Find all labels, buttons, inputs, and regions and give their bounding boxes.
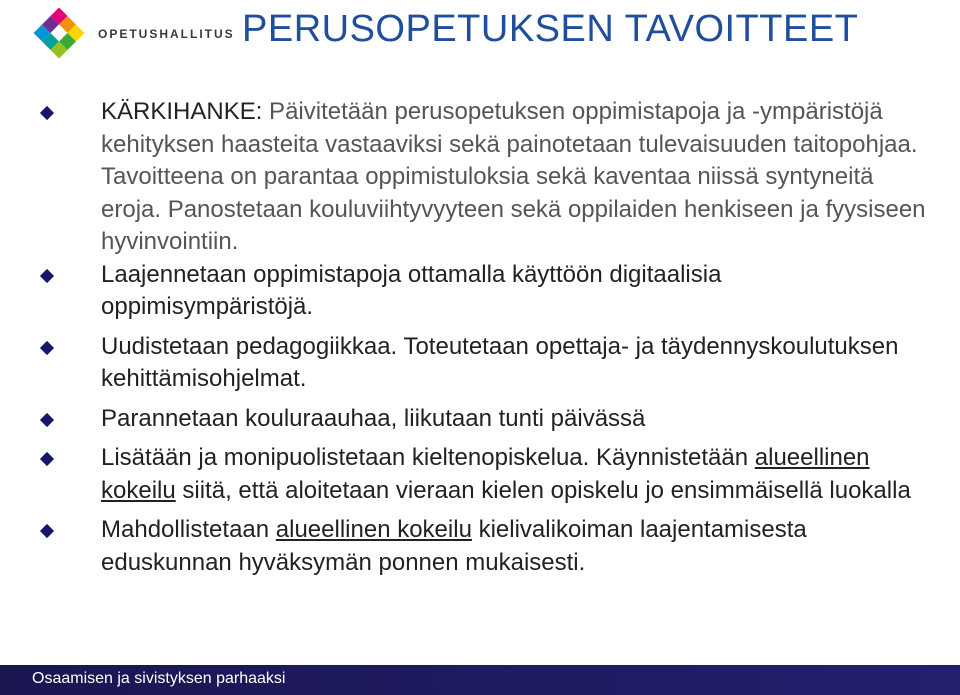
logo-diamond-icon [32, 6, 86, 60]
bullet-item [40, 96, 940, 259]
bullet-underlined-text: alueellinen kokeilu [275, 516, 472, 543]
bullet-item [40, 514, 940, 579]
footer-bar [0, 665, 960, 695]
bullet-text: kielivalikoiman laajentamisesta eduskunnan hyväksymän ponnen mukaisesti. [101, 516, 807, 576]
bullet-item [40, 259, 940, 324]
bullet-text: Laajennetaan oppimistapoja ottamalla käyttöön digitaalisia oppimisympäristöjä. [101, 260, 722, 320]
bullet-item [40, 442, 940, 507]
bullet-text: Lisätään ja monipuolistetaan kieltenopiskelua. Käynnistetään [101, 444, 755, 471]
bullet-text: Uudistetaan pedagogiikkaa. Toteutetaan opettaja- ja täydennyskoulutuksen kehittämisohjelmat. [101, 332, 899, 392]
bullet-lead: KÄRKIHANKE: [101, 98, 263, 125]
diamond-bullet-icon [40, 106, 54, 120]
bullet-list [40, 96, 940, 579]
bullet-text: siitä, että aloitetaan vieraan kielen opiskelu jo ensimmäisellä luokalla [175, 476, 911, 504]
bullet-underlined-text: alueellinen kokeilu [101, 444, 870, 504]
bullet-text: Päivitetään perusopetuksen oppimistapoja ja -ympäristöjä kehityksen haasteita vastaaviksi sekä painotetaan tulevaisuuden taitopohjaa. Tavoitteena on parantaa oppimistuloksia sekä kaventaa niissä syntyneitä eroja. Panostetaan kouluviihtyvyyteen sekä oppilaiden henkiseen ja fyysiseen hyvinvointiin. [101, 98, 926, 255]
diamond-bullet-icon [40, 269, 54, 283]
page-title: PERUSOPETUKSEN TAVOITTEET [242, 8, 859, 50]
opetushallitus-logo [32, 6, 235, 62]
diamond-bullet-icon [40, 413, 54, 427]
bullet-text: Parannetaan kouluraauhaa, liikutaan tunti päivässä [101, 404, 646, 432]
bullet-item [40, 403, 940, 436]
logo-text: OPETUSHALLITUS [98, 27, 235, 41]
diamond-bullet-icon [40, 452, 54, 466]
bullet-text: Mahdollistetaan [101, 516, 276, 543]
bullet-item [40, 331, 940, 396]
footer-text: Osaamisen ja sivistyksen parhaaksi [32, 670, 286, 687]
diamond-bullet-icon [40, 524, 54, 538]
diamond-bullet-icon [40, 341, 54, 355]
